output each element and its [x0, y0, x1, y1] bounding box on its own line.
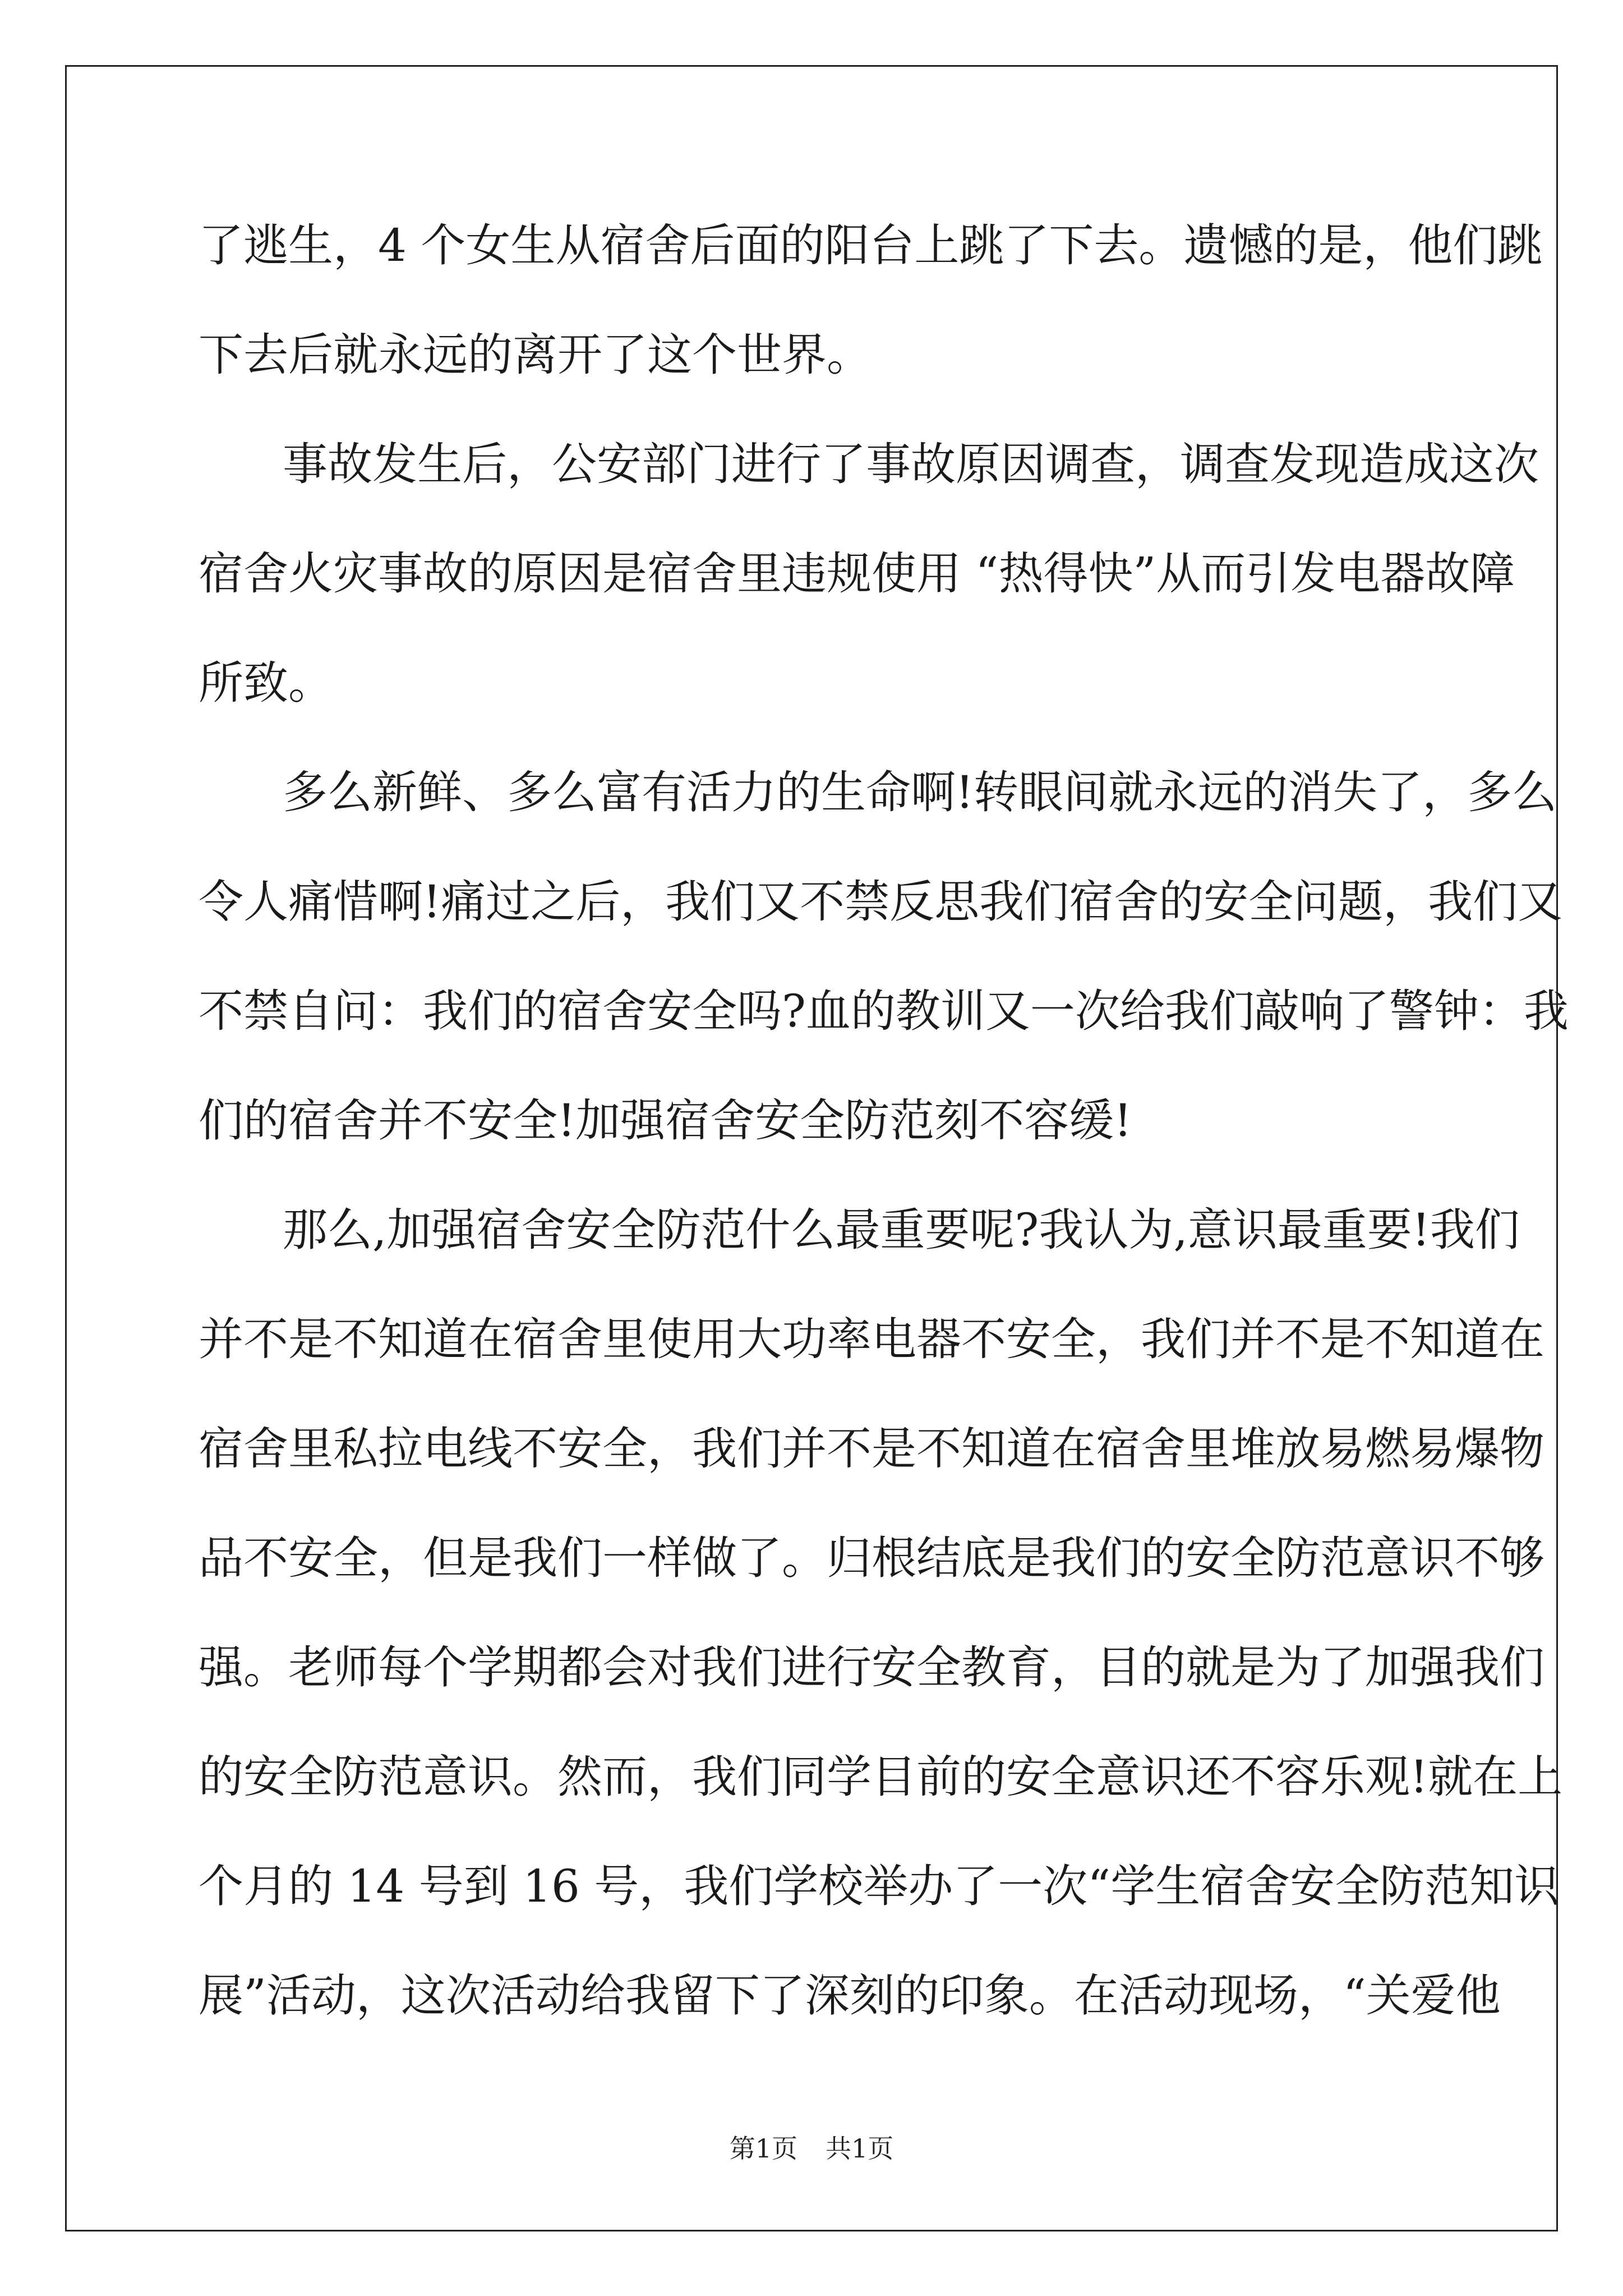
text-line: 们的宿舍并不安全!加强宿舍安全防范刻不容缓!: [199, 1094, 1132, 1147]
page-number-current: 第1页: [729, 2133, 797, 2164]
text-line: 宿舍火灾事故的原因是宿舍里违规使用 “热得快”从而引发电器故障: [199, 547, 1515, 600]
text-line: 那么,加强宿舍安全防范什么最重要呢?我认为,意识最重要!我们: [283, 1204, 1520, 1256]
page-number-total: 共1页: [826, 2133, 894, 2164]
page-footer: [0, 2132, 1623, 2165]
text-line: 展”活动，这次活动给我留下了深刻的印象。在活动现场，“关爱他: [199, 1970, 1501, 2022]
text-line: 的安全防范意识。然而，我们同学目前的安全意识还不容乐观!就在上: [199, 1751, 1563, 1803]
document-body: [199, 191, 1569, 2050]
text-line: 并不是不知道在宿舍里使用大功率电器不安全，我们并不是不知道在: [199, 1313, 1544, 1365]
text-line: 多么新鲜、多么富有活力的生命啊!转眼间就永远的消失了，多么: [283, 766, 1557, 818]
text-line: 强。老师每个学期都会对我们进行安全教育，目的就是为了加强我们: [199, 1641, 1544, 1694]
text-line: 品不安全，但是我们一样做了。归根结底是我们的安全防范意识不够: [199, 1532, 1544, 1584]
text-line: 令人痛惜啊!痛过之后，我们又不禁反思我们宿舍的安全问题，我们又: [199, 876, 1563, 928]
text-line: 宿舍里私拉电线不安全，我们并不是不知道在宿舍里堆放易燃易爆物: [199, 1423, 1544, 1475]
text-line: 不禁自问：我们的宿舍安全吗?血的教训又一次给我们敲响了警钟：我: [199, 985, 1569, 1037]
text-line: 所致。: [199, 657, 333, 709]
text-line: 个月的 14 号到 16 号，我们学校举办了一次“学生宿舍安全防范知识: [199, 1860, 1560, 1912]
text-line: 下去后就永远的离开了这个世界。: [199, 329, 872, 381]
text-line: 了逃生，4 个女生从宿舍后面的阳台上跳了下去。遗憾的是，他们跳: [199, 219, 1543, 272]
text-line: 事故发生后，公安部门进行了事故原因调查，调查发现造成这次: [283, 438, 1539, 490]
